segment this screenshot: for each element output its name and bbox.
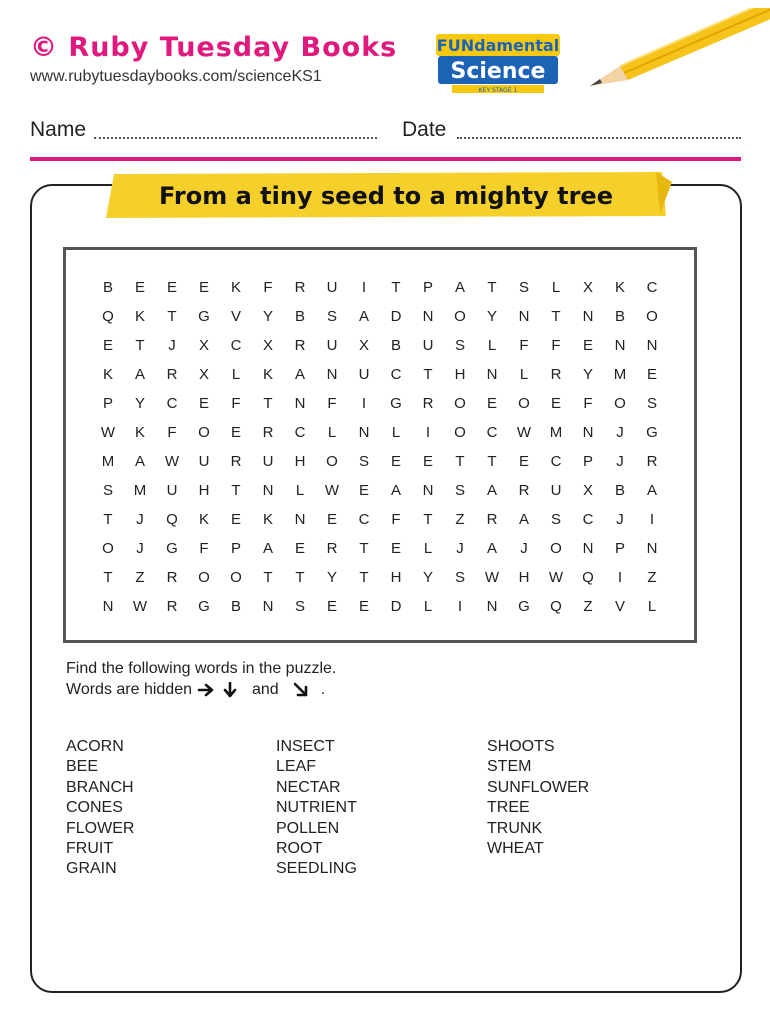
grid-letter[interactable]: I: [425, 424, 431, 441]
grid-letter[interactable]: N: [582, 540, 594, 557]
grid-letter[interactable]: W: [324, 482, 340, 499]
grid-letter[interactable]: N: [262, 598, 274, 615]
grid-letter[interactable]: E: [486, 395, 497, 412]
grid-letter[interactable]: L: [519, 366, 529, 383]
grid-letter[interactable]: X: [582, 279, 593, 296]
grid-letter[interactable]: N: [326, 366, 338, 383]
grid-letter[interactable]: N: [614, 337, 626, 354]
grid-letter[interactable]: F: [551, 337, 561, 354]
grid-letter[interactable]: C: [230, 337, 242, 354]
logo-top-text: FUNdamental: [436, 36, 560, 55]
grid-letter[interactable]: R: [230, 453, 242, 470]
grid-letter[interactable]: L: [327, 424, 337, 441]
grid-letter[interactable]: U: [550, 482, 562, 499]
instruction-line-1: Find the following words in the puzzle.: [66, 660, 337, 677]
grid-letter[interactable]: P: [582, 453, 593, 470]
grid-letter[interactable]: Y: [134, 395, 145, 412]
name-label: Name: [30, 118, 87, 141]
grid-letter[interactable]: A: [646, 482, 657, 499]
grid-letter[interactable]: E: [230, 424, 241, 441]
word-list-column-1: [66, 737, 134, 880]
brand-name: © Ruby Tuesday Books: [30, 32, 398, 63]
grid-letter[interactable]: C: [358, 511, 370, 528]
grid-letter[interactable]: R: [166, 598, 178, 615]
grid-letter[interactable]: A: [262, 540, 273, 557]
grid-letter[interactable]: E: [646, 366, 657, 383]
grid-letter[interactable]: I: [457, 598, 463, 615]
grid-letter[interactable]: D: [390, 598, 402, 615]
fundamental-science-logo: [432, 32, 564, 94]
date-label: Date: [402, 118, 447, 141]
down-arrow-icon: [220, 682, 240, 698]
grid-letter[interactable]: E: [358, 598, 369, 615]
word-list-item: GRAIN: [66, 860, 117, 878]
grid-letter[interactable]: T: [423, 366, 433, 383]
grid-letter[interactable]: N: [582, 424, 594, 441]
grid-letter[interactable]: Y: [326, 569, 337, 586]
grid-letter[interactable]: R: [646, 453, 658, 470]
grid-letter[interactable]: E: [422, 453, 433, 470]
grid-letter[interactable]: I: [617, 569, 623, 586]
grid-letter[interactable]: A: [294, 366, 305, 383]
grid-letter[interactable]: P: [614, 540, 625, 557]
grid-letter[interactable]: M: [133, 482, 147, 499]
right-arrow-icon: [196, 682, 216, 698]
grid-letter[interactable]: K: [262, 366, 273, 383]
grid-letter[interactable]: H: [198, 482, 210, 499]
grid-letter[interactable]: C: [582, 511, 594, 528]
grid-letter[interactable]: O: [646, 308, 658, 325]
grid-letter[interactable]: T: [359, 569, 369, 586]
grid-letter[interactable]: E: [550, 395, 561, 412]
grid-letter[interactable]: Q: [166, 511, 178, 528]
grid-letter[interactable]: T: [487, 279, 497, 296]
grid-letter[interactable]: V: [614, 598, 625, 615]
grid-letter[interactable]: Q: [102, 308, 114, 325]
grid-letter[interactable]: D: [390, 308, 402, 325]
grid-letter[interactable]: F: [231, 395, 241, 412]
grid-letter[interactable]: I: [649, 511, 655, 528]
grid-letter[interactable]: W: [100, 424, 116, 441]
grid-letter[interactable]: Z: [135, 569, 145, 586]
grid-letter[interactable]: T: [423, 511, 433, 528]
grid-letter[interactable]: Z: [583, 598, 593, 615]
grid-letter[interactable]: B: [614, 482, 625, 499]
grid-letter[interactable]: O: [614, 395, 626, 412]
grid-letter[interactable]: C: [294, 424, 306, 441]
word-list-item: SUNFLOWER: [487, 778, 590, 796]
grid-letter[interactable]: R: [486, 511, 498, 528]
grid-letter[interactable]: T: [359, 540, 369, 557]
grid-letter[interactable]: A: [486, 540, 497, 557]
grid-letter[interactable]: E: [134, 279, 145, 296]
grid-letter[interactable]: O: [198, 424, 210, 441]
diagonal-down-right-arrow-icon: [291, 682, 311, 698]
grid-letter[interactable]: N: [102, 598, 114, 615]
grid-letter[interactable]: Q: [550, 598, 562, 615]
grid-letter[interactable]: N: [294, 395, 306, 412]
grid-letter[interactable]: U: [262, 453, 274, 470]
grid-letter[interactable]: L: [423, 540, 433, 557]
grid-letter[interactable]: F: [391, 511, 401, 528]
grid-letter[interactable]: K: [198, 511, 209, 528]
grid-letter[interactable]: B: [102, 279, 113, 296]
grid-letter[interactable]: C: [550, 453, 562, 470]
grid-letter[interactable]: R: [294, 337, 306, 354]
grid-letter[interactable]: H: [454, 366, 466, 383]
grid-letter[interactable]: C: [486, 424, 498, 441]
grid-letter[interactable]: S: [454, 569, 465, 586]
word-list-item: LEAF: [276, 758, 317, 776]
grid-letter[interactable]: T: [295, 569, 305, 586]
grid-letter[interactable]: Q: [582, 569, 594, 586]
logo-bottom-text: Science: [450, 59, 546, 84]
grid-letter[interactable]: U: [198, 453, 210, 470]
grid-letter[interactable]: X: [262, 337, 273, 354]
word-list-item: STEM: [487, 758, 532, 776]
grid-letter[interactable]: B: [614, 308, 625, 325]
word-list-column-3: [487, 737, 589, 859]
grid-letter[interactable]: T: [103, 511, 113, 528]
word-list-item: ACORN: [66, 738, 124, 755]
grid-letter[interactable]: Y: [582, 366, 593, 383]
grid-letter[interactable]: J: [520, 540, 528, 557]
grid-letter[interactable]: T: [167, 308, 177, 325]
grid-letter[interactable]: W: [484, 569, 500, 586]
word-list-item: TRUNK: [487, 819, 543, 837]
grid-letter[interactable]: A: [134, 453, 145, 470]
grid-letter[interactable]: L: [231, 366, 241, 383]
logo-tag-text: KEY STAGE 1: [478, 87, 518, 94]
grid-letter[interactable]: B: [294, 308, 305, 325]
word-list-item: ROOT: [276, 840, 323, 858]
word-list-item: NECTAR: [276, 778, 341, 796]
grid-letter[interactable]: R: [326, 540, 338, 557]
grid-letter[interactable]: S: [294, 598, 305, 615]
grid-letter[interactable]: T: [455, 453, 465, 470]
grid-letter[interactable]: S: [646, 395, 657, 412]
grid-letter[interactable]: E: [390, 453, 401, 470]
grid-letter[interactable]: T: [263, 395, 273, 412]
grid-letter[interactable]: S: [102, 482, 113, 499]
grid-letter[interactable]: A: [518, 511, 529, 528]
grid-letter[interactable]: E: [102, 337, 113, 354]
grid-letter[interactable]: I: [361, 279, 367, 296]
grid-letter[interactable]: A: [486, 482, 497, 499]
grid-letter[interactable]: R: [166, 569, 178, 586]
grid-letter[interactable]: K: [134, 424, 145, 441]
grid-letter[interactable]: F: [519, 337, 529, 354]
grid-letter[interactable]: J: [456, 540, 464, 557]
grid-letter[interactable]: L: [647, 598, 657, 615]
grid-letter[interactable]: R: [518, 482, 530, 499]
grid-letter[interactable]: E: [230, 511, 241, 528]
grid-letter[interactable]: E: [582, 337, 593, 354]
grid-letter[interactable]: K: [262, 511, 273, 528]
grid-letter[interactable]: J: [168, 337, 176, 354]
grid-letter[interactable]: N: [422, 482, 434, 499]
header-divider: [30, 157, 741, 161]
grid-letter[interactable]: Y: [422, 569, 433, 586]
word-list-item: POLLEN: [276, 819, 340, 837]
grid-letter[interactable]: E: [294, 540, 305, 557]
grid-letter[interactable]: H: [294, 453, 306, 470]
date-field[interactable]: [457, 137, 741, 139]
grid-letter[interactable]: N: [486, 598, 498, 615]
grid-letter[interactable]: K: [102, 366, 113, 383]
grid-letter[interactable]: L: [551, 279, 561, 296]
grid-letter[interactable]: G: [646, 424, 658, 441]
grid-letter[interactable]: E: [326, 511, 337, 528]
grid-letter[interactable]: L: [423, 598, 433, 615]
grid-letter[interactable]: O: [102, 540, 114, 557]
grid-letter[interactable]: L: [391, 424, 401, 441]
name-field[interactable]: [94, 137, 377, 139]
grid-letter[interactable]: O: [198, 569, 210, 586]
grid-letter[interactable]: L: [295, 482, 305, 499]
grid-letter[interactable]: R: [422, 395, 434, 412]
grid-letter[interactable]: U: [326, 279, 338, 296]
grid-letter[interactable]: P: [102, 395, 113, 412]
grid-letter[interactable]: O: [326, 453, 338, 470]
grid-letter[interactable]: J: [136, 511, 144, 528]
grid-letter[interactable]: H: [390, 569, 402, 586]
grid-letter[interactable]: R: [294, 279, 306, 296]
word-search-grid: [92, 273, 669, 621]
word-list-item: SEEDLING: [276, 860, 357, 878]
grid-letter[interactable]: N: [262, 482, 274, 499]
grid-letter[interactable]: S: [518, 279, 529, 296]
grid-letter[interactable]: O: [454, 308, 466, 325]
grid-letter[interactable]: X: [198, 337, 209, 354]
word-list-item: SHOOTS: [487, 738, 555, 755]
grid-letter[interactable]: G: [518, 598, 530, 615]
grid-letter[interactable]: J: [616, 453, 624, 470]
grid-letter[interactable]: F: [199, 540, 209, 557]
instruction-and: and: [252, 681, 279, 698]
grid-letter[interactable]: Z: [647, 569, 657, 586]
grid-letter[interactable]: O: [230, 569, 242, 586]
grid-letter[interactable]: T: [231, 482, 241, 499]
grid-letter[interactable]: N: [294, 511, 306, 528]
grid-letter[interactable]: C: [646, 279, 658, 296]
grid-letter[interactable]: O: [454, 424, 466, 441]
word-list-item: INSECT: [276, 738, 335, 755]
worksheet-title: From a tiny seed to a mighty tree: [159, 182, 613, 210]
instruction-line-2: [66, 679, 336, 700]
grid-letter[interactable]: E: [198, 395, 209, 412]
grid-letter[interactable]: T: [391, 279, 401, 296]
grid-letter[interactable]: I: [361, 395, 367, 412]
grid-letter[interactable]: W: [132, 598, 148, 615]
grid-letter[interactable]: E: [326, 598, 337, 615]
grid-letter[interactable]: N: [582, 308, 594, 325]
grid-letter[interactable]: U: [166, 482, 178, 499]
grid-letter[interactable]: C: [166, 395, 178, 412]
grid-letter[interactable]: G: [198, 598, 210, 615]
grid-letter[interactable]: S: [454, 337, 465, 354]
grid-letter[interactable]: U: [422, 337, 434, 354]
word-list-item: NUTRIENT: [276, 799, 357, 817]
grid-letter[interactable]: N: [646, 540, 658, 557]
word-list-item: TREE: [487, 799, 530, 817]
grid-letter[interactable]: K: [230, 279, 241, 296]
word-list-item: WHEAT: [487, 840, 544, 858]
grid-letter[interactable]: F: [263, 279, 273, 296]
grid-letter[interactable]: R: [550, 366, 562, 383]
grid-letter[interactable]: U: [326, 337, 338, 354]
grid-letter[interactable]: A: [134, 366, 145, 383]
grid-letter[interactable]: B: [230, 598, 241, 615]
grid-letter[interactable]: Y: [262, 308, 273, 325]
grid-letter[interactable]: J: [616, 511, 624, 528]
word-list-item: CONES: [66, 799, 123, 817]
grid-letter[interactable]: W: [164, 453, 180, 470]
grid-letter[interactable]: J: [616, 424, 624, 441]
grid-letter[interactable]: N: [646, 337, 658, 354]
grid-letter[interactable]: N: [486, 366, 498, 383]
grid-letter[interactable]: M: [613, 366, 627, 383]
grid-letter[interactable]: O: [518, 395, 530, 412]
grid-letter[interactable]: S: [358, 453, 369, 470]
grid-letter[interactable]: A: [358, 308, 369, 325]
grid-letter[interactable]: J: [136, 540, 144, 557]
grid-letter[interactable]: S: [550, 511, 561, 528]
grid-letter[interactable]: R: [262, 424, 274, 441]
grid-letter[interactable]: W: [548, 569, 564, 586]
grid-letter[interactable]: G: [166, 540, 178, 557]
grid-letter[interactable]: K: [134, 308, 145, 325]
grid-letter[interactable]: A: [454, 279, 465, 296]
grid-letter[interactable]: E: [198, 279, 209, 296]
grid-letter[interactable]: Y: [486, 308, 497, 325]
grid-letter[interactable]: G: [390, 395, 402, 412]
grid-letter[interactable]: N: [422, 308, 434, 325]
grid-letter[interactable]: E: [390, 540, 401, 557]
instruction-end: .: [320, 681, 326, 698]
grid-letter[interactable]: E: [518, 453, 529, 470]
grid-letter[interactable]: T: [551, 308, 561, 325]
grid-letter[interactable]: T: [103, 569, 113, 586]
word-list-item: BEE: [66, 758, 99, 776]
grid-letter[interactable]: F: [327, 395, 337, 412]
word-list-item: FLOWER: [66, 819, 135, 837]
grid-letter[interactable]: X: [582, 482, 593, 499]
grid-letter[interactable]: M: [549, 424, 563, 441]
grid-letter[interactable]: A: [390, 482, 401, 499]
grid-letter[interactable]: X: [198, 366, 209, 383]
grid-letter[interactable]: S: [326, 308, 337, 325]
grid-letter[interactable]: V: [230, 308, 241, 325]
grid-letter[interactable]: W: [516, 424, 532, 441]
grid-letter[interactable]: F: [583, 395, 593, 412]
word-list-column-2: [276, 737, 357, 880]
grid-letter[interactable]: T: [263, 569, 273, 586]
instruction-prefix: Words are hidden: [66, 681, 192, 698]
grid-letter[interactable]: Z: [455, 511, 465, 528]
grid-letter[interactable]: R: [166, 366, 178, 383]
grid-letter[interactable]: N: [518, 308, 530, 325]
grid-letter[interactable]: K: [614, 279, 625, 296]
word-list-item: FRUIT: [66, 840, 114, 858]
word-list-item: BRANCH: [66, 778, 134, 796]
grid-letter[interactable]: P: [422, 279, 433, 296]
grid-letter[interactable]: X: [358, 337, 369, 354]
grid-letter[interactable]: T: [487, 453, 497, 470]
grid-letter[interactable]: G: [198, 308, 210, 325]
grid-letter[interactable]: S: [454, 482, 465, 499]
grid-letter[interactable]: O: [454, 395, 466, 412]
grid-letter[interactable]: E: [166, 279, 177, 296]
grid-letter[interactable]: T: [135, 337, 145, 354]
grid-letter[interactable]: C: [390, 366, 402, 383]
grid-letter[interactable]: L: [487, 337, 497, 354]
website-url: www.rubytuesdaybooks.com/scienceKS1: [30, 68, 322, 85]
grid-letter[interactable]: E: [358, 482, 369, 499]
grid-letter[interactable]: F: [167, 424, 177, 441]
instructions: [66, 658, 336, 700]
grid-letter[interactable]: N: [358, 424, 370, 441]
grid-letter[interactable]: P: [230, 540, 241, 557]
grid-letter[interactable]: M: [101, 453, 115, 470]
grid-letter[interactable]: O: [550, 540, 562, 557]
grid-letter[interactable]: U: [358, 366, 370, 383]
pencil-illustration: [580, 8, 770, 98]
grid-letter[interactable]: B: [390, 337, 401, 354]
grid-letter[interactable]: H: [518, 569, 530, 586]
